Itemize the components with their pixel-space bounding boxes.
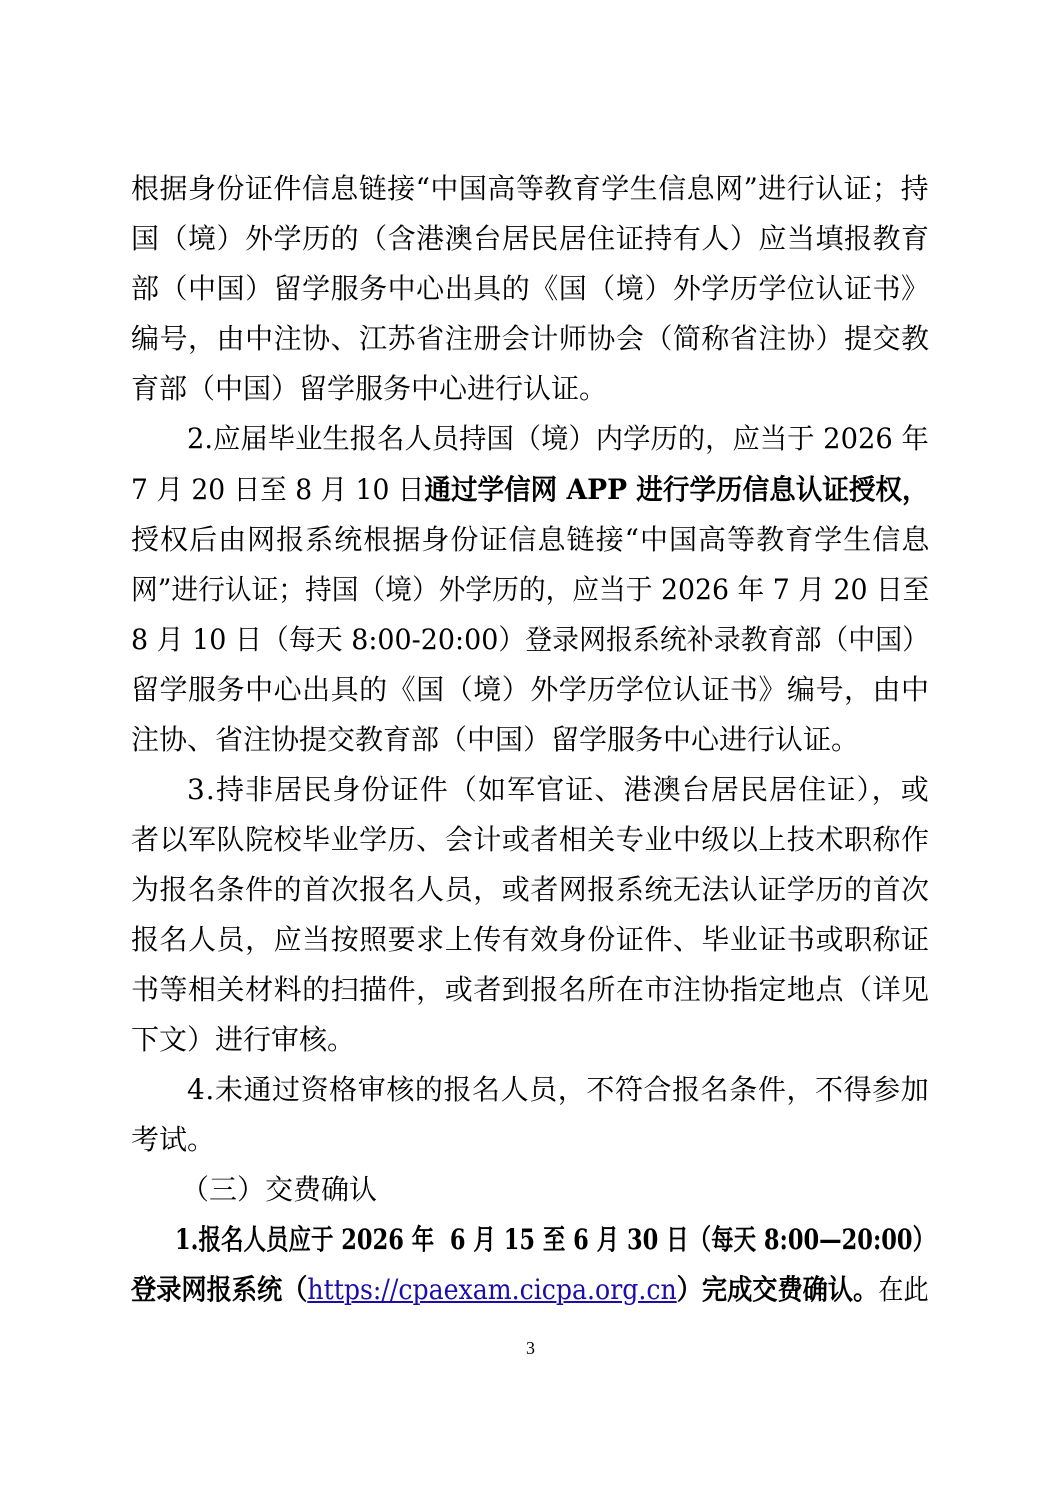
text-line <box>131 915 930 965</box>
text-line <box>131 1265 929 1315</box>
text-segment: 下文）进行审核。 <box>131 1023 356 1056</box>
bold-text: ）完成交费确认。 <box>676 1273 879 1306</box>
bold-text: 通过学信网 APP 进行学历信息认证授权， <box>424 473 929 506</box>
text-line <box>131 465 929 515</box>
text-segment: 书等相关材料的扫描件，或者到报名所在市注协指定地点（详见 <box>131 973 930 1006</box>
text-segment: 授权后由网报系统根据身份证信息链接“中国高等教育学生信息 <box>131 523 931 556</box>
text-line <box>181 1165 377 1215</box>
text-segment: 7 月 20 日至 8 月 10 日 <box>131 473 425 506</box>
text-line <box>131 615 929 665</box>
text-segment: 根据身份证件信息链接“中国高等教育学生信息网”进行认证；持 <box>131 172 930 205</box>
text-segment: 编号，由中注协、江苏省注册会计师协会（简称省注协）提交教 <box>131 322 930 355</box>
text-segment: 留学服务中心出具的《国（境）外学历学位认证书》编号，由中 <box>131 673 930 706</box>
text-segment: （三）交费确认 <box>181 1173 378 1206</box>
bold-text: 登录网报系统（ <box>131 1273 308 1306</box>
text-line <box>131 565 929 615</box>
registration-link[interactable]: https://cpaexam.cicpa.org.cn <box>307 1273 677 1306</box>
text-segment: 育部（中国）留学服务中心进行认证。 <box>131 372 608 405</box>
text-segment: 国（境）外学历的（含港澳台居民居住证持有人）应当填报教育 <box>131 222 930 255</box>
text-line <box>131 665 930 715</box>
text-segment: 在此 <box>878 1273 929 1306</box>
text-line <box>131 314 930 364</box>
text-line <box>131 264 930 314</box>
text-segment: 8 月 10 日（每天 8:00-20:00）登录网报系统补录教育部（中国） <box>131 623 930 656</box>
text-segment: 4.未通过资格审核的报名人员，不符合报名条件，不得参加 <box>187 1073 930 1106</box>
text-line <box>131 364 607 414</box>
text-segment: 报名人员，应当按照要求上传有效身份证件、毕业证书或职称证 <box>131 923 930 956</box>
text-line <box>131 865 930 915</box>
text-line <box>131 164 929 214</box>
text-line <box>131 965 930 1015</box>
text-line <box>131 1115 215 1165</box>
text-segment: 考试。 <box>131 1123 216 1156</box>
text-line <box>187 414 929 464</box>
text-segment: 注协、省注协提交教育部（中国）留学服务中心进行认证。 <box>131 723 860 756</box>
text-segment: 网”进行认证；持国（境）外学历的，应当于 2026 年 7 月 20 日至 <box>131 573 930 606</box>
text-segment: 2.应届毕业生报名人员持国（境）内学历的，应当于 2026 年 <box>187 422 929 455</box>
text-line <box>131 515 930 565</box>
text-segment: 部（中国）留学服务中心出具的《国（境）外学历学位认证书》 <box>131 272 930 305</box>
bold-text: 1.报名人员应于 2026 年 6 月 15 至 6 月 30 日（每天 8:00—20:00） <box>175 1223 936 1256</box>
text-line <box>131 715 859 765</box>
text-segment: 者以军队院校毕业学历、会计或者相关专业中级以上技术职称作 <box>131 823 930 856</box>
text-segment: 3.持非居民身份证件（如军官证、港澳台居民居住证），或 <box>187 773 930 806</box>
page-number: 3 <box>526 1338 535 1358</box>
text-line <box>187 765 930 815</box>
text-line <box>131 815 930 865</box>
text-line <box>187 1065 929 1115</box>
text-line <box>131 1015 355 1065</box>
text-line <box>131 214 930 264</box>
text-segment: 为报名条件的首次报名人员，或者网报系统无法认证学历的首次 <box>131 873 930 906</box>
text-line <box>175 1215 935 1265</box>
